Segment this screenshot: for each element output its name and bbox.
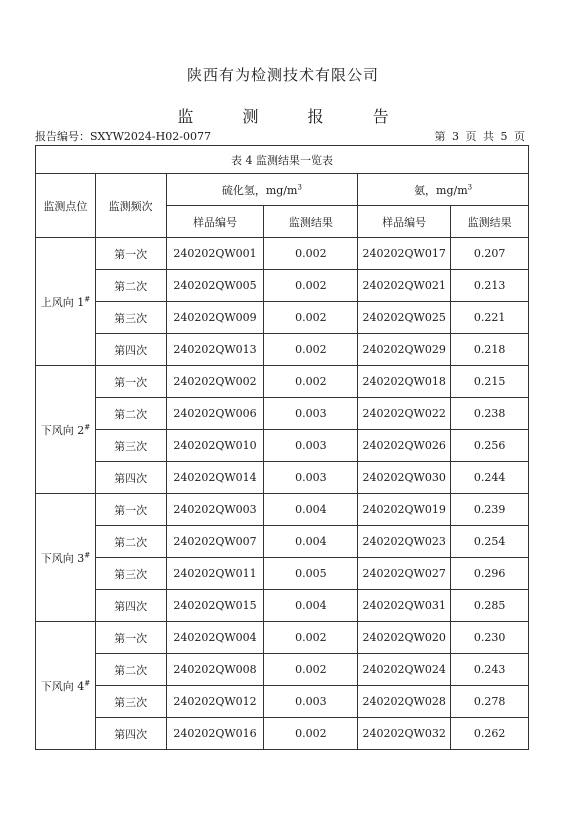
h2s-sample-no-cell: 240202QW009 — [166, 302, 264, 334]
nh3-result-cell: 0.296 — [451, 558, 529, 590]
site-cell — [36, 494, 96, 622]
nh3-sample-no-cell: 240202QW032 — [358, 718, 451, 750]
nh3-result-cell: 0.215 — [451, 366, 529, 398]
frequency-cell: 第三次 — [95, 302, 166, 334]
h2s-result-cell: 0.002 — [264, 654, 358, 686]
h2s-sample-no-cell: 240202QW008 — [166, 654, 264, 686]
nh3-result-cell: 0.244 — [451, 462, 529, 494]
site-cell — [36, 238, 96, 366]
sub-header-sample-no: 样品编号 — [358, 206, 451, 238]
table-row — [36, 558, 529, 590]
h2s-result-cell: 0.002 — [264, 270, 358, 302]
h2s-result-cell: 0.002 — [264, 622, 358, 654]
nh3-result-cell: 0.278 — [451, 686, 529, 718]
frequency-cell: 第一次 — [95, 366, 166, 398]
nh3-result-cell: 0.218 — [451, 334, 529, 366]
h2s-sample-no-cell: 240202QW015 — [166, 590, 264, 622]
table-row — [36, 654, 529, 686]
nh3-sample-no-cell: 240202QW018 — [358, 366, 451, 398]
h2s-sample-no-cell: 240202QW010 — [166, 430, 264, 462]
report-number: 报告编号：SXYW2024-H02-0077 — [35, 130, 211, 143]
nh3-result-cell: 0.239 — [451, 494, 529, 526]
h2s-sample-no-cell: 240202QW007 — [166, 526, 264, 558]
table-caption: 表 4 监测结果一览表 — [36, 146, 529, 174]
h2s-sample-no-cell: 240202QW004 — [166, 622, 264, 654]
h2s-sample-no-cell: 240202QW016 — [166, 718, 264, 750]
site-mark: # — [84, 678, 91, 687]
nh3-result-cell: 0.243 — [451, 654, 529, 686]
h2s-sample-no-cell: 240202QW013 — [166, 334, 264, 366]
group-header-h2s-label: 硫化氢，mg/m — [221, 183, 298, 197]
sub-header-result: 监测结果 — [264, 206, 358, 238]
nh3-sample-no-cell: 240202QW025 — [358, 302, 451, 334]
table-row — [36, 526, 529, 558]
h2s-result-cell: 0.003 — [264, 430, 358, 462]
page-info: 第 3 页 共 5 页 — [434, 130, 525, 143]
nh3-result-cell: 0.254 — [451, 526, 529, 558]
nh3-sample-no-cell: 240202QW026 — [358, 430, 451, 462]
group-header-h2s-unit-exponent: 3 — [297, 182, 302, 191]
table-row — [36, 462, 529, 494]
h2s-result-cell: 0.004 — [264, 526, 358, 558]
table-row — [36, 494, 529, 526]
site-label: 下风向 4 — [40, 679, 85, 693]
h2s-sample-no-cell: 240202QW014 — [166, 462, 264, 494]
site-label: 下风向 2 — [40, 423, 85, 437]
results-body — [36, 238, 529, 750]
nh3-sample-no-cell: 240202QW023 — [358, 526, 451, 558]
table-row — [36, 686, 529, 718]
frequency-cell: 第三次 — [95, 686, 166, 718]
h2s-sample-no-cell: 240202QW006 — [166, 398, 264, 430]
nh3-result-cell: 0.213 — [451, 270, 529, 302]
results-table — [35, 145, 529, 750]
h2s-sample-no-cell: 240202QW001 — [166, 238, 264, 270]
h2s-result-cell: 0.003 — [264, 462, 358, 494]
col-header-frequency: 监测频次 — [95, 174, 166, 238]
table-row — [36, 270, 529, 302]
h2s-result-cell: 0.002 — [264, 334, 358, 366]
table-row — [36, 718, 529, 750]
col-header-site: 监测点位 — [36, 174, 96, 238]
h2s-sample-no-cell: 240202QW002 — [166, 366, 264, 398]
frequency-cell: 第一次 — [95, 622, 166, 654]
table-row — [36, 430, 529, 462]
nh3-result-cell: 0.285 — [451, 590, 529, 622]
h2s-result-cell: 0.003 — [264, 398, 358, 430]
table-row — [36, 238, 529, 270]
sub-header-result: 监测结果 — [451, 206, 529, 238]
h2s-result-cell: 0.002 — [264, 302, 358, 334]
frequency-cell: 第四次 — [95, 718, 166, 750]
nh3-sample-no-cell: 240202QW019 — [358, 494, 451, 526]
frequency-cell: 第三次 — [95, 430, 166, 462]
nh3-sample-no-cell: 240202QW031 — [358, 590, 451, 622]
frequency-cell: 第一次 — [95, 238, 166, 270]
table-row — [36, 302, 529, 334]
group-header-nh3-label: 氨，mg/m — [414, 183, 468, 197]
report-header-row — [35, 130, 529, 144]
frequency-cell: 第二次 — [95, 526, 166, 558]
table-row — [36, 590, 529, 622]
table-row — [36, 398, 529, 430]
report-title: 监 测 报 告 — [177, 107, 411, 126]
h2s-result-cell: 0.004 — [264, 590, 358, 622]
nh3-sample-no-cell: 240202QW024 — [358, 654, 451, 686]
site-label: 上风向 1 — [40, 295, 85, 309]
site-mark: # — [84, 294, 91, 303]
sub-header-sample-no: 样品编号 — [166, 206, 264, 238]
nh3-sample-no-cell: 240202QW017 — [358, 238, 451, 270]
h2s-result-cell: 0.003 — [264, 686, 358, 718]
nh3-sample-no-cell: 240202QW027 — [358, 558, 451, 590]
nh3-result-cell: 0.262 — [451, 718, 529, 750]
nh3-sample-no-cell: 240202QW030 — [358, 462, 451, 494]
site-label: 下风向 3 — [40, 551, 85, 565]
nh3-sample-no-cell: 240202QW022 — [358, 398, 451, 430]
h2s-result-cell: 0.002 — [264, 366, 358, 398]
frequency-cell: 第四次 — [95, 590, 166, 622]
h2s-result-cell: 0.002 — [264, 718, 358, 750]
h2s-result-cell: 0.002 — [264, 238, 358, 270]
nh3-sample-no-cell: 240202QW020 — [358, 622, 451, 654]
h2s-sample-no-cell: 240202QW011 — [166, 558, 264, 590]
nh3-sample-no-cell: 240202QW021 — [358, 270, 451, 302]
site-mark: # — [84, 550, 91, 559]
frequency-cell: 第四次 — [95, 334, 166, 366]
group-header-nh3 — [358, 174, 529, 206]
table-row — [36, 366, 529, 398]
nh3-result-cell: 0.230 — [451, 622, 529, 654]
nh3-result-cell: 0.238 — [451, 398, 529, 430]
table-row — [36, 622, 529, 654]
nh3-sample-no-cell: 240202QW028 — [358, 686, 451, 718]
nh3-sample-no-cell: 240202QW029 — [358, 334, 451, 366]
h2s-sample-no-cell: 240202QW012 — [166, 686, 264, 718]
frequency-cell: 第一次 — [95, 494, 166, 526]
site-mark: # — [84, 422, 91, 431]
frequency-cell: 第三次 — [95, 558, 166, 590]
company-name: 陕西有为检测技术有限公司 — [186, 66, 379, 84]
h2s-sample-no-cell: 240202QW003 — [166, 494, 264, 526]
group-header-h2s — [166, 174, 358, 206]
site-cell — [36, 366, 96, 494]
nh3-result-cell: 0.256 — [451, 430, 529, 462]
frequency-cell: 第二次 — [95, 270, 166, 302]
h2s-sample-no-cell: 240202QW005 — [166, 270, 264, 302]
nh3-result-cell: 0.221 — [451, 302, 529, 334]
group-header-nh3-unit-exponent: 3 — [467, 182, 473, 191]
h2s-result-cell: 0.005 — [264, 558, 358, 590]
frequency-cell: 第四次 — [95, 462, 166, 494]
site-cell — [36, 622, 96, 750]
nh3-result-cell: 0.207 — [451, 238, 529, 270]
frequency-cell: 第二次 — [95, 398, 166, 430]
frequency-cell: 第二次 — [95, 654, 166, 686]
table-row — [36, 334, 529, 366]
h2s-result-cell: 0.004 — [264, 494, 358, 526]
